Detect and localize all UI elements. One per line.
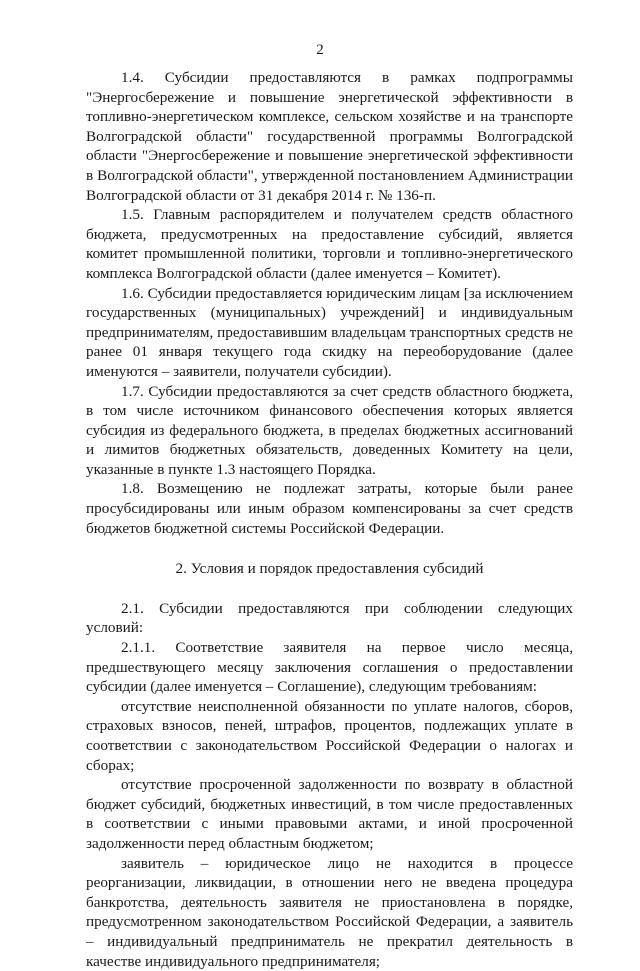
paragraph-1-6: 1.6. Субсидии предоставляется юридическим лицам [за исключением государственных (муниципальных) учреждений] и индивидуальным предпринимателям, предоставившим владельцам транспортных средств не ранее 01 января текущего года скидку на переоборудование (далее именуются – заявители, получатели субсидии). [86, 284, 573, 380]
paragraph-1-4: 1.4. Субсидии предоставляются в рамках подпрограммы "Энергосбережение и повышение энергетической эффективности в топливно-энергетическом комплексе, сельском хозяйстве и на транспорте Волгоградской области" государственной программы Волгоградской области "Энергосбережение и повышение энергетической эффективности в Волгоградской области", утвержденной постановлением Администрации Волгоградской области от 31 декабря 2014 г. № 136-п. [86, 69, 573, 204]
paragraph-1-8: 1.8. Возмещению не подлежат затраты, которые были ранее просубсидированы или иным образом компенсированы за счет средств бюджетов бюджетной системы Российской Федерации. [86, 480, 573, 537]
page-number: 2 [316, 42, 324, 58]
paragraph-2-1-1: 2.1.1. Соответствие заявителя на первое число месяца, предшествующего месяцу заключения соглашения о предоставлении субсидии (далее именуется – Соглашение), следующим требованиям: [86, 639, 573, 696]
paragraph-2-1: 2.1. Субсидии предоставляются при соблюдении следующих условий: [86, 599, 573, 637]
paragraph-1-7: 1.7. Субсидии предоставляются за счет средств областного бюджета, в том числе источником финансового обеспечения которых является субсидия из федерального бюджета, в пределах бюджетных ассигнований и лимитов бюджетных обязательств, доведенных Комитету на цели, указанные в пункте 1.3 настоящего Порядка. [86, 382, 573, 478]
paragraph-requirement-debt: отсутствие просроченной задолженности по возврату в областной бюджет субсидий, бюджетных инвестиций, в том числе предоставленных в соответствии с иными правовыми актами, и иной просроченной задолженности перед областным бюджетом; [86, 776, 573, 852]
document-body [86, 68, 573, 971]
paragraph-requirement-status: заявитель – юридическое лицо не находится в процессе реорганизации, ликвидации, в отношении него не введена процедура банкротства, деятельность заявителя не приостановлена в порядке, предусмотренном законодательством Российской Федерации, а заявитель – индивидуальный предприниматель не прекратил деятельность в качестве индивидуального предпринимателя; [86, 854, 573, 970]
section-heading: 2. Условия и порядок предоставления субсидий [175, 560, 484, 578]
paragraph-1-5: 1.5. Главным распорядителем и получателем средств областного бюджета, предусмотренных на предоставление субсидий, является комитет промышленной политики, торговли и топливно-энергетического комплекса Волгоградской области (далее именуется – Комитет). [86, 206, 573, 282]
paragraph-requirement-taxes: отсутствие неисполненной обязанности по уплате налогов, сборов, страховых взносов, пеней, штрафов, процентов, подлежащих уплате в соответствии с законодательством Российской Федерации о налогах и сборах; [86, 697, 573, 774]
